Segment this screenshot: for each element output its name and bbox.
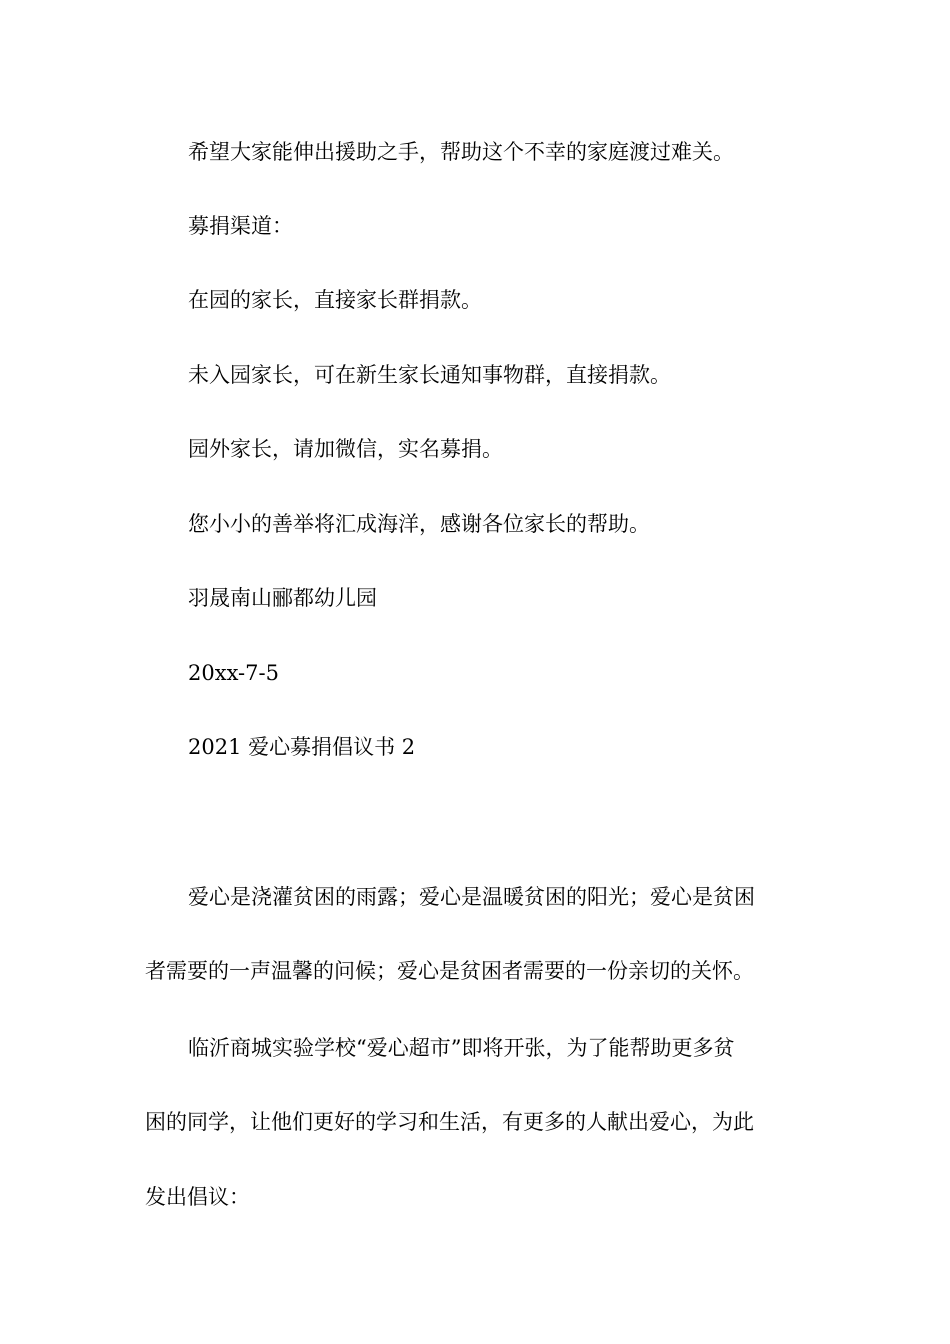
text-line-appeal: 希望大家能伸出援助之手，帮助这个不幸的家庭渡过难关。 (188, 140, 734, 164)
paragraph-initiative-line-1: 临沂商城实验学校“爱心超市”即将开张，为了能帮助更多贫 (188, 1036, 735, 1060)
paragraph-love-line-2: 者需要的一声温馨的问候；爱心是贫困者需要的一份亲切的关怀。 (145, 959, 754, 983)
paragraph-initiative-line-2: 困的同学，让他们更好的学习和生活，有更多的人献出爱心，为此 (145, 1110, 754, 1134)
text-line-channels-heading: 募捐渠道： (188, 214, 293, 238)
text-line-signature: 羽晟南山郦都幼儿园 (188, 586, 377, 610)
text-line-channel-external: 园外家长，请加微信，实名募捐。 (188, 437, 503, 461)
paragraph-initiative-line-3: 发出倡议： (145, 1185, 250, 1209)
text-line-channel-enrolled: 在园的家长，直接家长群捐款。 (188, 288, 482, 312)
section-title: 2021 爱心募捐倡议书 2 (188, 735, 416, 759)
text-line-channel-new: 未入园家长，可在新生家长通知事物群，直接捐款。 (188, 363, 671, 387)
paragraph-love-line-1: 爱心是浇灌贫困的雨露；爱心是温暖贫困的阳光；爱心是贫困 (188, 885, 755, 909)
text-line-thanks: 您小小的善举将汇成海洋，感谢各位家长的帮助。 (188, 512, 650, 536)
text-line-date: 20xx-7-5 (188, 661, 279, 685)
